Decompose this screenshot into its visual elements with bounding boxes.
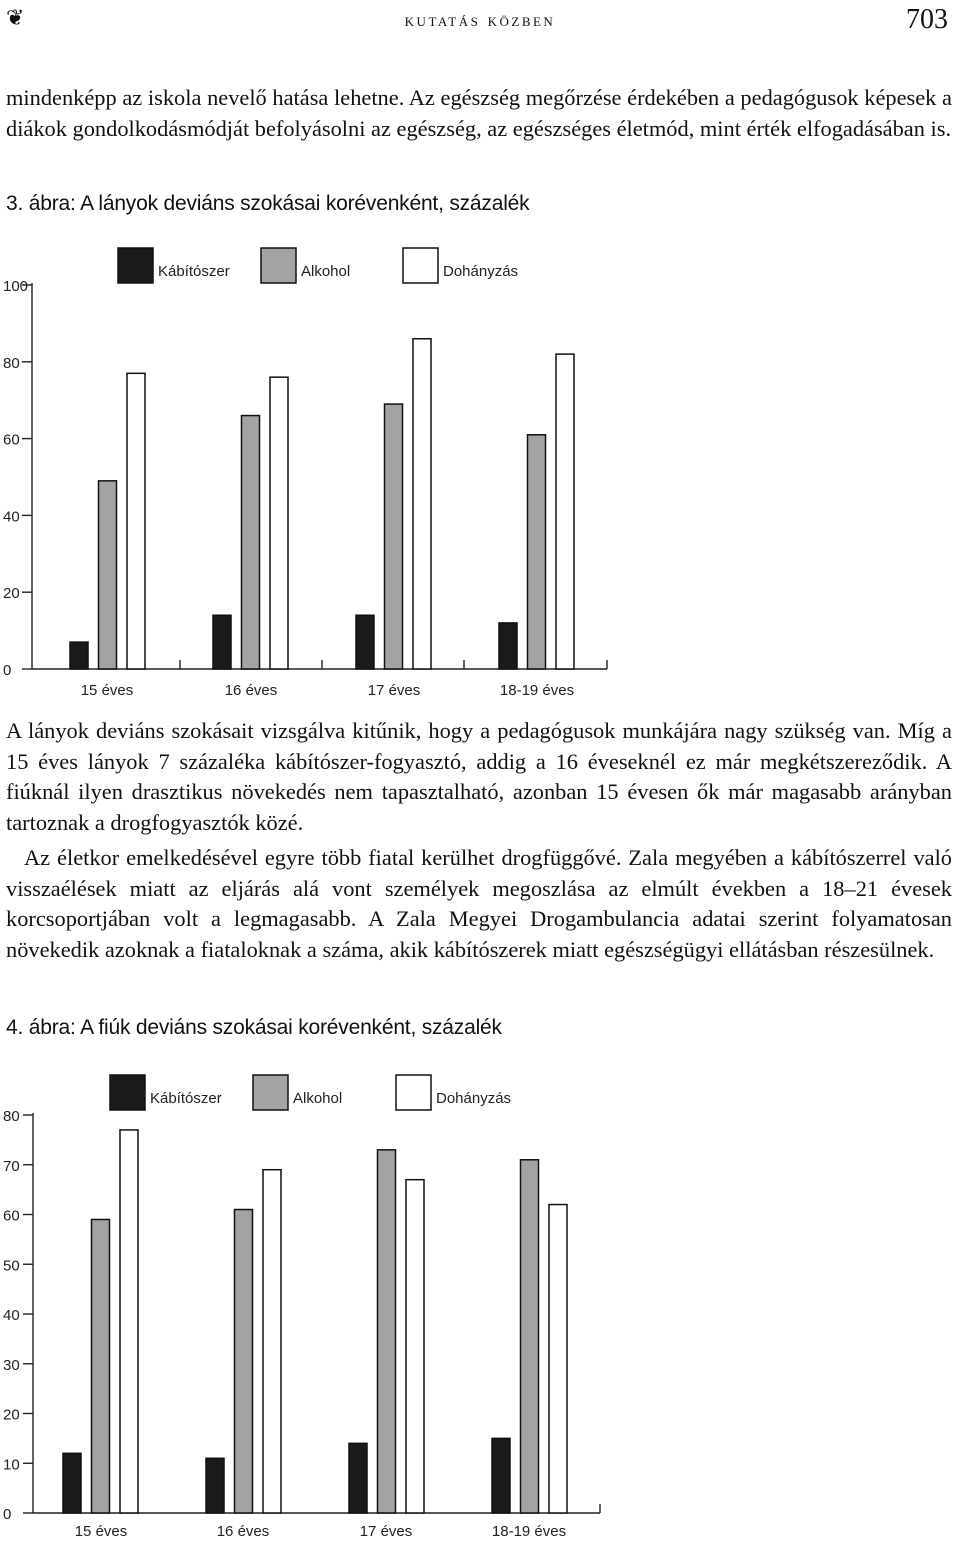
legend-swatch [403, 248, 438, 283]
bar [378, 1150, 396, 1513]
bar [270, 377, 288, 669]
category-label: 17 éves [367, 682, 421, 699]
figure-4-chart [0, 1055, 960, 1542]
bar [99, 481, 117, 669]
running-title: kutatás közben [404, 10, 556, 31]
y-tick-label: 100 [3, 278, 29, 295]
legend-swatch [118, 248, 153, 283]
y-tick-label: 80 [3, 1108, 20, 1125]
legend-swatch [261, 248, 296, 283]
y-tick-label: 40 [3, 508, 20, 526]
y-tick-label: 60 [3, 431, 20, 449]
legend-label: Alkohol [301, 263, 351, 280]
bar [206, 1458, 224, 1513]
page-header [0, 0, 960, 44]
bar [492, 1438, 510, 1513]
bar [213, 615, 231, 669]
legend-swatch [253, 1075, 288, 1110]
bar [235, 1210, 253, 1513]
legend-label: Kábítószer [158, 263, 230, 280]
bar [263, 1170, 281, 1513]
bar [528, 435, 546, 669]
y-tick-label: 80 [3, 354, 20, 372]
bar [556, 354, 574, 669]
y-tick-label: 60 [3, 1207, 20, 1225]
y-tick-label: 0 [3, 1506, 12, 1523]
legend-swatch [396, 1075, 431, 1110]
y-tick-label: 20 [3, 1406, 20, 1424]
fleuron-icon: ❦ [6, 6, 25, 31]
y-tick-label: 30 [3, 1356, 20, 1374]
category-label: 16 éves [216, 1523, 270, 1540]
category-label: 16 éves [224, 682, 278, 699]
legend-label: Kábítószer [150, 1090, 222, 1107]
bar [356, 615, 374, 669]
bar [92, 1219, 110, 1513]
bar [70, 642, 88, 669]
paragraph-age-trend: Az életkor emelkedésével egyre több fiatal kerülhet drogfüggővé. Zala megyében a kábítószerrel való visszaélések miatt az eljárás alá vont személyek megoszlása az elmúlt években a 18–21 évesek korcsoportjában volt a legmagasabb. A Zala Megyei Drogambulancia adatai szerint folyamatosan növekedik azoknak a fiataloknak a száma, akik kábítószerek miatt egészségügyi ellátásban részesülnek. [6, 845, 952, 962]
category-label: 17 éves [359, 1523, 413, 1540]
figure-4-caption: 4. ábra: A fiúk deviáns szokásai korévenként, százalék [6, 1016, 502, 1039]
figure-3-chart [0, 225, 960, 710]
bar [349, 1443, 367, 1513]
legend-swatch [110, 1075, 145, 1110]
bar [499, 623, 517, 669]
y-tick-label: 10 [3, 1456, 20, 1474]
bar [406, 1180, 424, 1513]
bar [63, 1453, 81, 1513]
y-tick-label: 0 [3, 662, 12, 679]
bar [242, 416, 260, 669]
y-tick-label: 70 [3, 1157, 20, 1175]
legend-label: Alkohol [293, 1090, 343, 1107]
figure-3-caption: 3. ábra: A lányok deviáns szokásai korévenként, százalék [6, 192, 530, 215]
legend-label: Dohányzás [443, 263, 519, 280]
legend-label: Dohányzás [436, 1090, 512, 1107]
y-tick-label: 20 [3, 585, 20, 603]
paragraph-intro: mindenképp az iskola nevelő hatása lehetne. Az egészség megőrzése érdekében a pedagógusok képesek a diákok gondolkodásmódját befolyásolni az egészség, az egészséges életmód, mint érték elfogadásában is. [6, 85, 952, 141]
bar [120, 1130, 138, 1513]
category-label: 18-19 éves [499, 682, 575, 699]
y-tick-label: 40 [3, 1307, 20, 1324]
paragraph-girls-analysis: A lányok deviáns szokásait vizsgálva kitűnik, hogy a pedagógusok munkájára nagy szükség van. Míg a 15 éves lányok 7 százaléka kábítószer-fogyasztó, addig a 16 éveseknél ez már megkétszereződik. A fiúknál ilyen drasztikus növekedés nem tapasztalható, azonban 15 évesen ők már magasabb arányban tartoznak a drogfogyasztók közé. [6, 718, 952, 835]
page-number: 703 [906, 4, 948, 35]
bar [127, 373, 145, 669]
category-label: 15 éves [80, 682, 134, 699]
category-label: 15 éves [74, 1523, 128, 1540]
y-tick-label: 50 [3, 1257, 20, 1275]
bar [385, 404, 403, 669]
bar [549, 1205, 567, 1513]
bar [521, 1160, 539, 1513]
category-label: 18-19 éves [491, 1523, 567, 1540]
bar [413, 339, 431, 669]
